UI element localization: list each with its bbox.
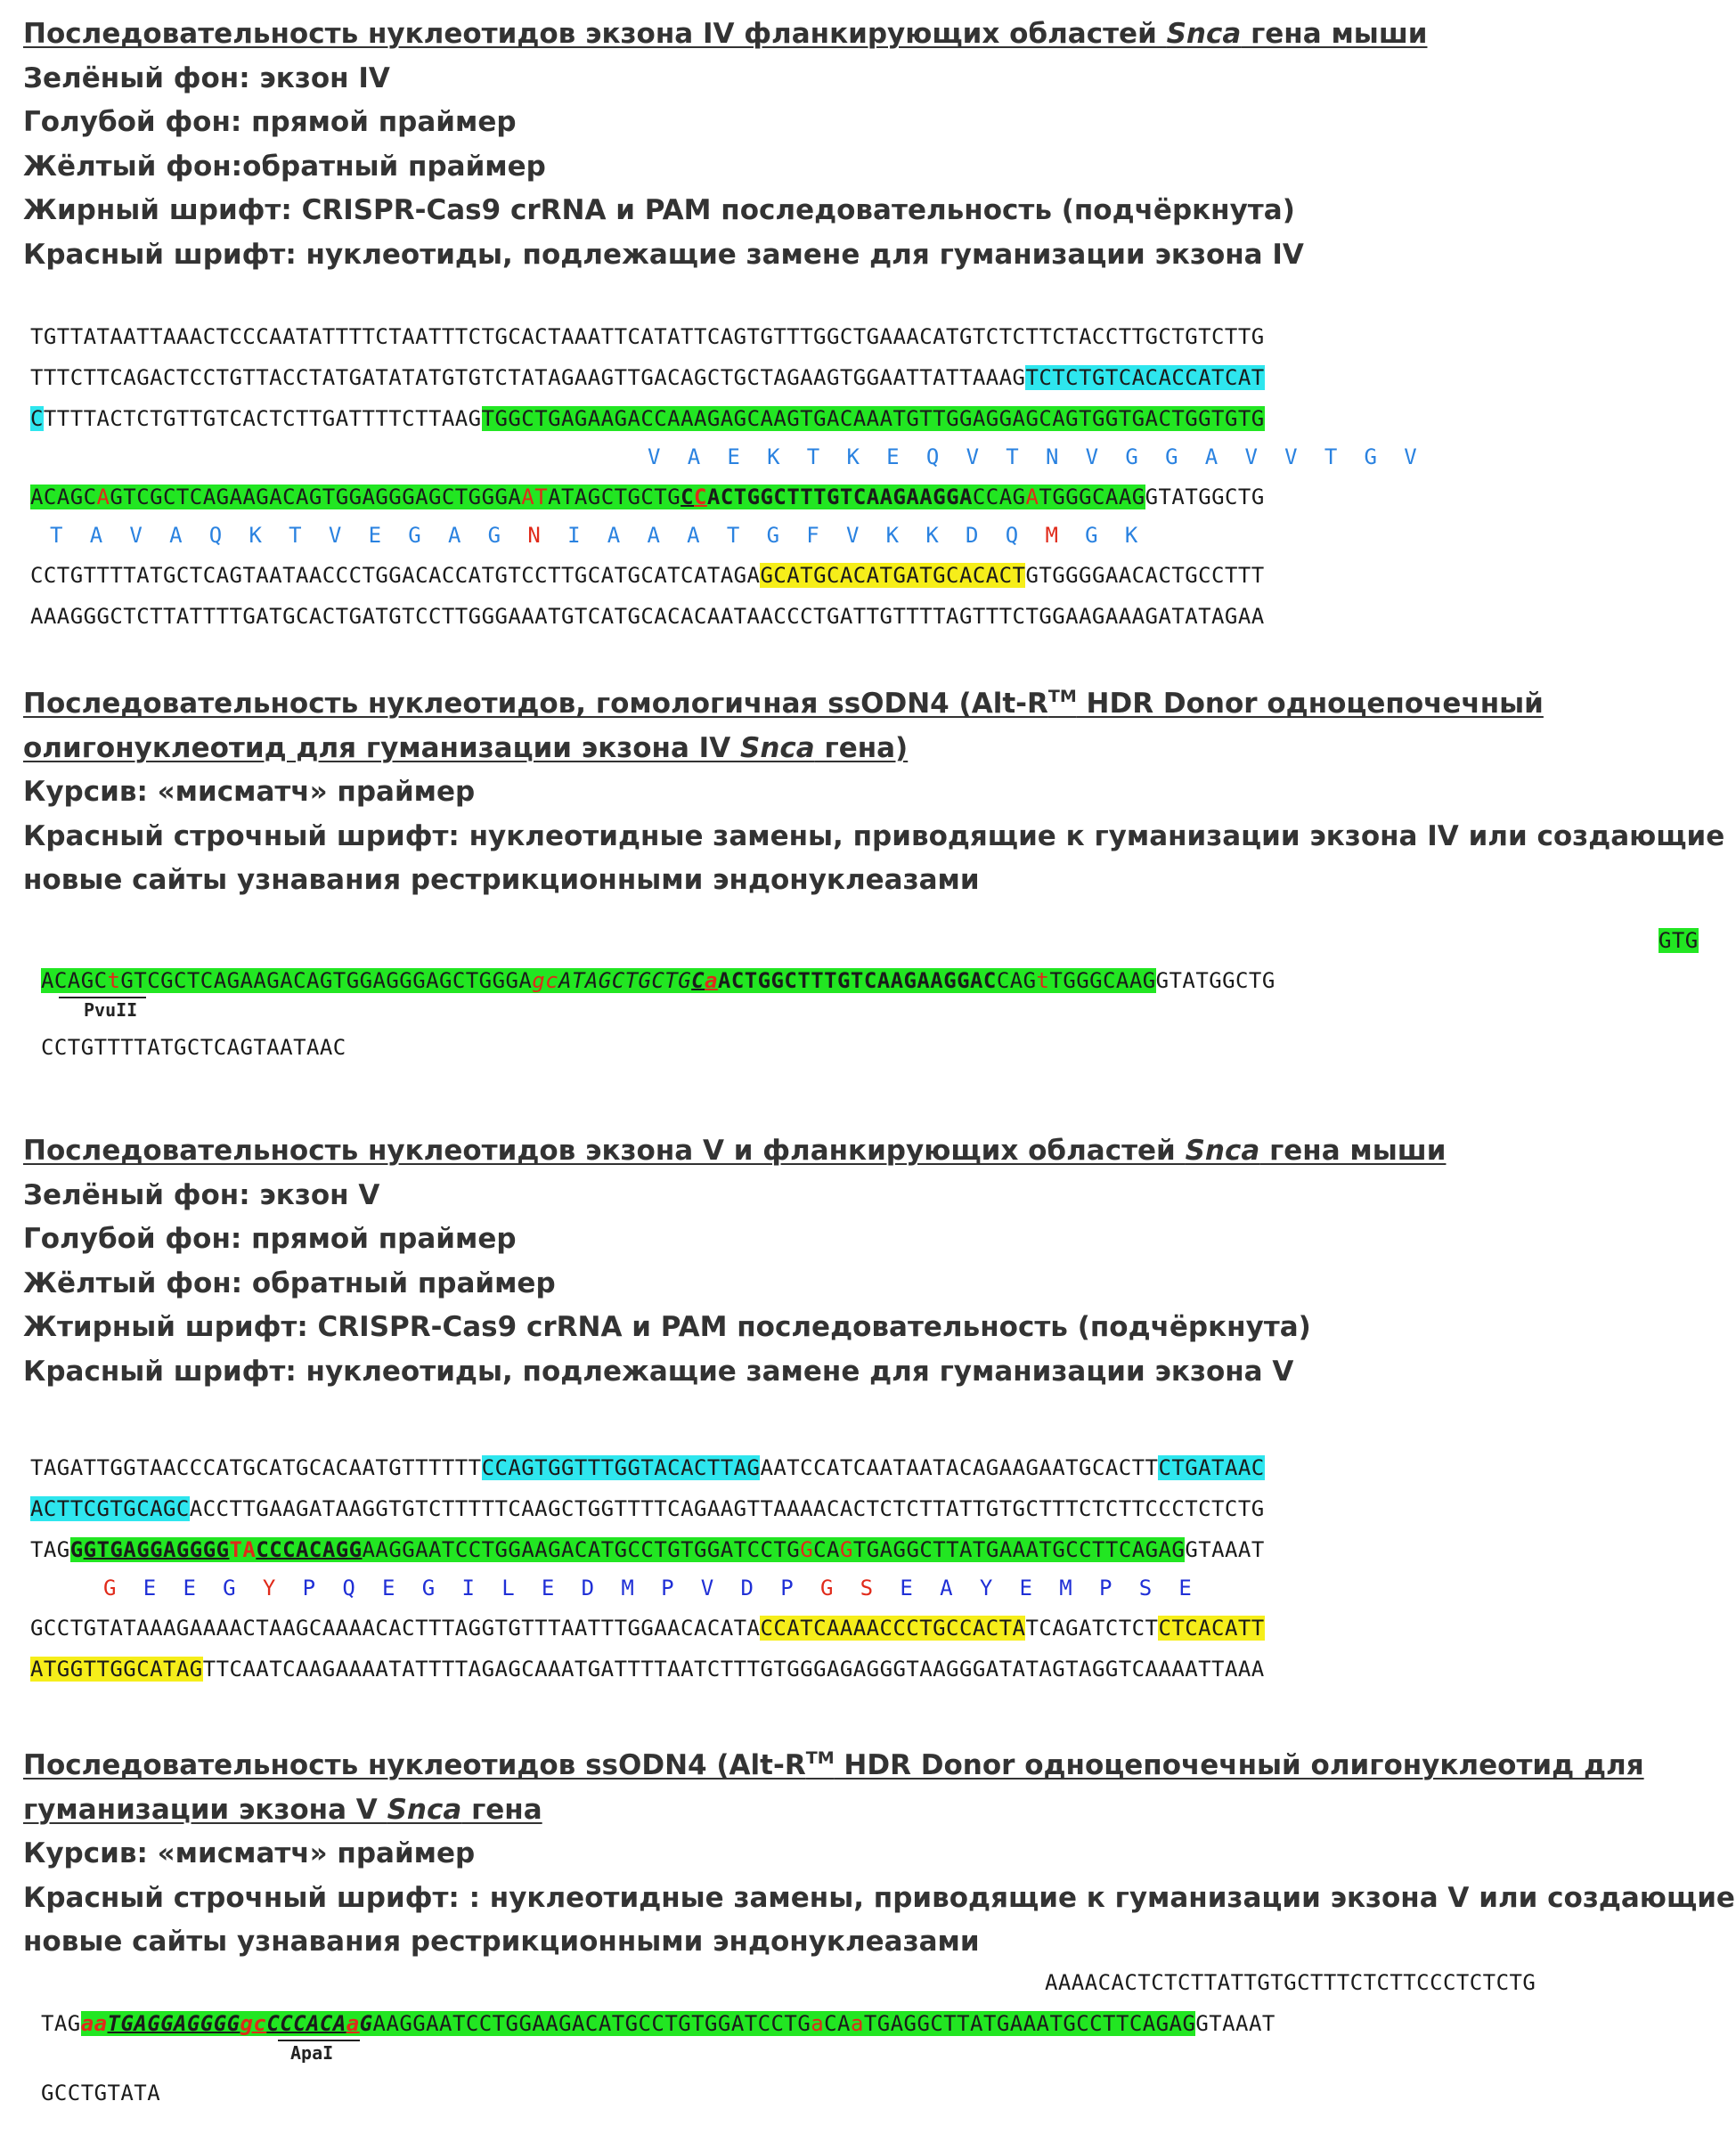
amino-acid: E: [1178, 1576, 1193, 1600]
amino-acid: P: [1098, 1576, 1113, 1600]
amino-acid: M: [621, 1576, 635, 1600]
amino-acid: E: [541, 1576, 555, 1600]
amino-acid: A: [940, 1576, 953, 1600]
mismatch-primer: ATAGCTGCTG: [558, 968, 692, 993]
section1-title: Последовательность нуклеотидов экзона IV фланкирующих областей Snca гена мыши: [23, 18, 1428, 50]
legend-line: Жирный шрифт: CRISPR-Cas9 crRNA и PAM последовательность (подчёркнута): [23, 194, 1295, 226]
sequence-line: CTTTTACTCTGTTGTCACTCTTGATTTTCTTAAGTGGCTGAGAAGACCAAAGAGCAAGTGACAAATGTTGGAGGAGCAGTGGTGACTGGTGTG: [30, 406, 1265, 431]
amino-acid: L: [501, 1576, 516, 1600]
amino-acid: P: [302, 1576, 316, 1600]
legend-line: Голубой фон: прямой праймер: [23, 106, 517, 138]
restriction-enzyme-label: ApaI: [290, 2042, 334, 2064]
sequence-line: CCTGTTTTATGCTCAGTAATAAC: [41, 1035, 346, 1060]
section1-header: [23, 12, 1716, 277]
amino-acid: D: [581, 1576, 595, 1600]
legend-line: Красный строчный шрифт: нуклеотидные замены, приводящие к гуманизации экзона IV или создающие: [23, 819, 1725, 852]
amino-acid: E: [382, 1576, 395, 1600]
forward-primer: CCAGTGGTTTGGTACACTTAG: [481, 1455, 761, 1480]
legend-line: Красный строчный шрифт: : нуклеотидные замены, приводящие к гуманизации экзона V или создающие: [23, 1881, 1735, 1914]
restriction-site-marker: [59, 997, 146, 998]
sequence-line: TGTTATAATTAAACTCCCAATATTTTCTAATTTCTGCACTAAATTCATATTCAGTGTTTGGCTGAAACATGTCTCTTCTACCTTGCTGTCTTG: [30, 324, 1265, 349]
amino-acid: G: [421, 1576, 436, 1600]
legend-line: Красный шрифт: нуклеотиды, подлежащие замене для гуманизации экзона V: [23, 1355, 1294, 1388]
mismatch-primer: TGAGGAGGGG: [107, 2011, 240, 2036]
legend-line: Голубой фон: прямой праймер: [23, 1223, 517, 1255]
amino-acid-line: [103, 1574, 1192, 1602]
sequence-line: ATGGTTGGCATAGTTCAATCAAGAAAATATTTTAGAGCAAATGATTTTAATCTTTGTGGGAGAGGGTAAGGGATATAGTAGGTCAAAATTAAA: [30, 1657, 1265, 1682]
amino-acid: Y: [262, 1576, 276, 1600]
legend-line: Жёлтый фон:обратный праймер: [23, 150, 546, 183]
section4-header: [23, 1744, 1735, 1965]
section3-header: [23, 1129, 1716, 1394]
exon-region: TGGCTGAGAAGACCAAAGAGCAAGTGACAAATGTTGGAGGAGCAGTGGTGACTGGTGTG: [481, 406, 1265, 431]
legend-line: Жтирный шрифт: CRISPR-Cas9 crRNA и PAM последовательность (подчёркнута): [23, 1311, 1311, 1343]
section2-header: [23, 682, 1725, 903]
amino-acid: S: [1138, 1576, 1153, 1600]
section2-title: Последовательность нуклеотидов, гомологичная ssODN4 (Alt-R™ HDR Donor одноцепочечный: [23, 687, 1544, 720]
sequence-line: TTTCTTCAGACTCCTGTTACCTATGATATATGTGTCTATAGAAGTTGACAGCTGCTAGAAGTGGAATTATTAAAGTCTCTGTCACACCATCAT: [30, 365, 1265, 390]
crispr-crrna: ACTGGCTTTGTCAAGAAGGAC: [717, 968, 997, 993]
amino-acid: Q: [342, 1576, 356, 1600]
sequence-line: GTG: [1659, 928, 1699, 953]
sequence-line: AAAACACTCTCTTATTGTGCTTTCTCTTCCCTCTCTG: [1045, 1970, 1536, 1995]
amino-acid: P: [780, 1576, 795, 1600]
sequence-line: ACAGCAGTCGCTCAGAAGACAGTGGAGGGAGCTGGGAATATAGCTGCTGCCACTGGCTTTGTCAAGAAGGACCAGATGGGCAAGGTATGGCTG: [30, 485, 1265, 509]
sequence-line: ACTTCGTGCAGCACCTTGAAGATAAGGTGTCTTTTTCAAGCTGGTTTTCAGAAGTTAAAACACTCTCTTATTGTGCTTTCTCTTCCCTCTCTG: [30, 1496, 1265, 1521]
amino-acid: G: [819, 1576, 834, 1600]
sequence-line: AAAGGGCTCTTATTTTGATGCACTGATGTCCTTGGGAAATGTCATGCACACAATAACCCTGATTGTTTTAGTTTCTGGAAGAAAGATATAGAA: [30, 604, 1265, 629]
amino-acid: G: [223, 1576, 237, 1600]
legend-line: Зелёный фон: экзон IV: [23, 61, 390, 94]
legend-line: новые сайты узнавания рестрикционными эндонуклеазами: [23, 864, 980, 896]
sequence-line: CCTGTTTTATGCTCAGTAATAACCCTGGACACCATGTCCTTGCATGCATCATAGAGCATGCACATGATGCACACTGTGGGGAACACTGCCTTT: [30, 563, 1265, 588]
amino-acid: P: [661, 1576, 674, 1600]
section2-title-cont: олигонуклеотид для гуманизации экзона IV Snca гена): [23, 731, 909, 764]
amino-acid: D: [740, 1576, 754, 1600]
amino-acid: E: [900, 1576, 914, 1600]
sequence-line: GCCTGTATA: [41, 2081, 161, 2105]
forward-primer: TCTCTGTCACACCATCAT: [1025, 365, 1265, 390]
sequence-line: TAGATTGGTAACCCATGCATGCACAATGTTTTTTCCAGTGGTTTGGTACACTTAGAATCCATCAATAATACAGAAGAATGCACTTCTGATAAC: [30, 1455, 1265, 1480]
donor-sequence-line: ACAGCtGTCGCTCAGAAGACAGTGGAGGGAGCTGGGAgcATAGCTGCTGCaACTGGCTTTGTCAAGAAGGACCAGtTGGGCAAGGTATGGCTG: [41, 968, 1276, 993]
section4-title: Последовательность нуклеотидов ssODN4 (Alt-R™ HDR Donor одноцепочечный олигонуклеотид для: [23, 1748, 1644, 1781]
section4-title-cont: гуманизации экзона V Snca гена: [23, 1793, 542, 1826]
amino-acid: M: [1059, 1576, 1073, 1600]
sequence-line: GCCTGTATAAAGAAAACTAAGCAAAACACTTTAGGTGTTTAATTTGGAACACATACCATCAAAACCCTGCCACTATCAGATCTCTCTCACATT: [30, 1616, 1265, 1641]
donor-sequence-line: TAGaaTGAGGAGGGGgcCCCACAaGAAGGAATCCTGGAAGACATGCCTGTGGATCCTGaCAaTGAGGCTTATGAAATGCCTTCAGAGGTAAAT: [41, 2011, 1276, 2036]
section3-title: Последовательность нуклеотидов экзона V и фланкирующих областей Snca гена мыши: [23, 1135, 1447, 1167]
legend-line: Курсив: «мисматч» праймер: [23, 1837, 476, 1869]
amino-acid: Y: [979, 1576, 993, 1600]
restriction-site-marker: [278, 2040, 360, 2041]
crispr-crrna: ACTGGCTTTGTCAAGAAGGA: [706, 485, 973, 509]
amino-acid: G: [103, 1576, 117, 1600]
amino-acid: E: [1019, 1576, 1033, 1600]
legend-line: новые сайты узнавания рестрикционными эндонуклеазами: [23, 1926, 980, 1958]
legend-line: Жёлтый фон: обратный праймер: [23, 1266, 556, 1299]
legend-line: Красный шрифт: нуклеотиды, подлежащие замене для гуманизации экзона IV: [23, 238, 1304, 271]
amino-acid: S: [860, 1576, 874, 1600]
amino-acid: I: [461, 1576, 476, 1600]
amino-acid-line: T A V A Q K T V E G A G N I A A A T G F V K K D Q M G K: [50, 523, 1138, 548]
legend-line: Зелёный фон: экзон V: [23, 1178, 380, 1211]
amino-acid-line: V A E K T K E Q V T N V G G A V V T G V: [648, 444, 1418, 469]
amino-acid: E: [183, 1576, 197, 1600]
amino-acid: V: [700, 1576, 714, 1600]
reverse-primer-start: CTGATAAC: [1158, 1455, 1265, 1480]
reverse-primer: GCATGCACATGATGCACACT: [760, 563, 1026, 588]
reverse-primer: CCATCAAAACCCTGCCACTA: [760, 1616, 1026, 1641]
sequence-line: TAGGGTGAGGAGGGGTACCCACAGGAAGGAATCCTGGAAGACATGCCTGTGGATCCTGGCAGTGAGGCTTATGAAATGCCTTCAGAGGTAAAT: [30, 1537, 1265, 1562]
crispr-crrna: GTGAGGAGGGG: [83, 1537, 230, 1562]
legend-line: Курсив: «мисматч» праймер: [23, 776, 476, 808]
amino-acid: E: [143, 1576, 157, 1600]
restriction-enzyme-label: PvuII: [84, 999, 138, 1021]
